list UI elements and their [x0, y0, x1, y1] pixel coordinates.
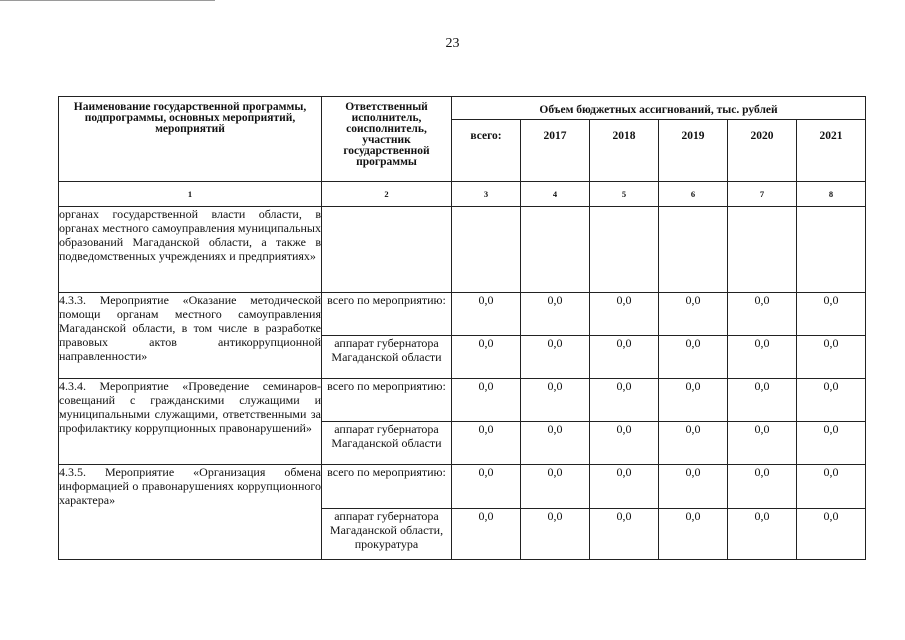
value-cell: 0,0 — [659, 379, 728, 422]
responsible-cell: всего по мероприятию: — [322, 293, 452, 336]
value-cell: 0,0 — [797, 379, 866, 422]
col-number: 4 — [521, 182, 590, 207]
measure-row — [59, 465, 866, 509]
value-cell: 0,0 — [797, 336, 866, 379]
responsible-cell: всего по мероприятию: — [322, 465, 452, 509]
col-number: 8 — [797, 182, 866, 207]
measure-name: 4.3.4. Мероприятие «Проведение семинаров-совещаний с гражданскими служащими и муниципальными служащими, ответственными за профилактику коррупционных правонарушений» — [59, 379, 322, 465]
value-cell: 0,0 — [797, 422, 866, 465]
value-cell: 0,0 — [590, 293, 659, 336]
measure-row — [59, 379, 866, 422]
value-cell: 0,0 — [590, 465, 659, 509]
value-cell: 0,0 — [728, 509, 797, 560]
value-cell: 0,0 — [521, 509, 590, 560]
value-cell: 0,0 — [659, 422, 728, 465]
scan-edge-line — [0, 0, 215, 1]
measure-name: 4.3.5. Мероприятие «Организация обмена информацией о правонарушениях коррупционного характера» — [59, 465, 322, 560]
header-row — [59, 97, 866, 120]
col-number: 3 — [452, 182, 521, 207]
header-col-2021: 2021 — [797, 120, 866, 182]
value-cell: 0,0 — [521, 465, 590, 509]
header-name: Наименование государственной программы, подпрограммы, основных мероприятий, мероприятий — [59, 97, 322, 182]
value-cell: 0,0 — [521, 422, 590, 465]
value-cell: 0,0 — [728, 336, 797, 379]
value-cell: 0,0 — [728, 465, 797, 509]
header-col-total: всего: — [452, 120, 521, 182]
header-col-2018: 2018 — [590, 120, 659, 182]
value-cell: 0,0 — [521, 336, 590, 379]
col-number: 7 — [728, 182, 797, 207]
value-cell: 0,0 — [659, 336, 728, 379]
value-cell: 0,0 — [452, 465, 521, 509]
header-responsible: Ответственный исполнитель, соисполнитель, участник государственной программы — [322, 97, 452, 182]
value-cell: 0,0 — [521, 379, 590, 422]
header-volume: Объем бюджетных ассигнований, тыс. рублей — [452, 97, 866, 120]
value-cell: 0,0 — [521, 293, 590, 336]
value-cell: 0,0 — [590, 379, 659, 422]
continuation-row — [59, 207, 866, 293]
value-cell: 0,0 — [728, 293, 797, 336]
responsible-cell: аппарат губернатора Магаданской области — [322, 422, 452, 465]
measure-name: 4.3.3. Мероприятие «Оказание методической помощи органам местного самоуправления Магаданской области, в том числе в разработке правовых актов антикоррупционной направленности» — [59, 293, 322, 379]
column-number-row — [59, 182, 866, 207]
value-cell: 0,0 — [728, 379, 797, 422]
value-cell: 0,0 — [590, 422, 659, 465]
col-number: 2 — [322, 182, 452, 207]
value-cell: 0,0 — [452, 379, 521, 422]
responsible-cell: всего по мероприятию: — [322, 379, 452, 422]
col-number: 5 — [590, 182, 659, 207]
budget-table — [58, 96, 866, 560]
header-col-2019: 2019 — [659, 120, 728, 182]
value-cell: 0,0 — [452, 336, 521, 379]
page-number: 23 — [445, 36, 460, 51]
value-cell: 0,0 — [659, 509, 728, 560]
header-col-2020: 2020 — [728, 120, 797, 182]
value-cell: 0,0 — [728, 422, 797, 465]
value-cell: 0,0 — [590, 336, 659, 379]
measure-row — [59, 293, 866, 336]
value-cell: 0,0 — [659, 293, 728, 336]
value-cell: 0,0 — [452, 293, 521, 336]
value-cell: 0,0 — [590, 509, 659, 560]
value-cell: 0,0 — [659, 465, 728, 509]
value-cell: 0,0 — [797, 465, 866, 509]
header-col-2017: 2017 — [521, 120, 590, 182]
value-cell: 0,0 — [797, 509, 866, 560]
responsible-cell: аппарат губернатора Магаданской области — [322, 336, 452, 379]
value-cell: 0,0 — [452, 422, 521, 465]
responsible-cell: аппарат губернатора Магаданской области, прокуратура — [322, 509, 452, 560]
col-number: 6 — [659, 182, 728, 207]
col-number: 1 — [59, 182, 322, 207]
continuation-text: органах государственной власти области, в органах местного самоуправления муниципальных образований Магаданской области, а также в подведомственных учреждениях и предприятиях» — [59, 207, 322, 293]
value-cell: 0,0 — [452, 509, 521, 560]
value-cell: 0,0 — [797, 293, 866, 336]
